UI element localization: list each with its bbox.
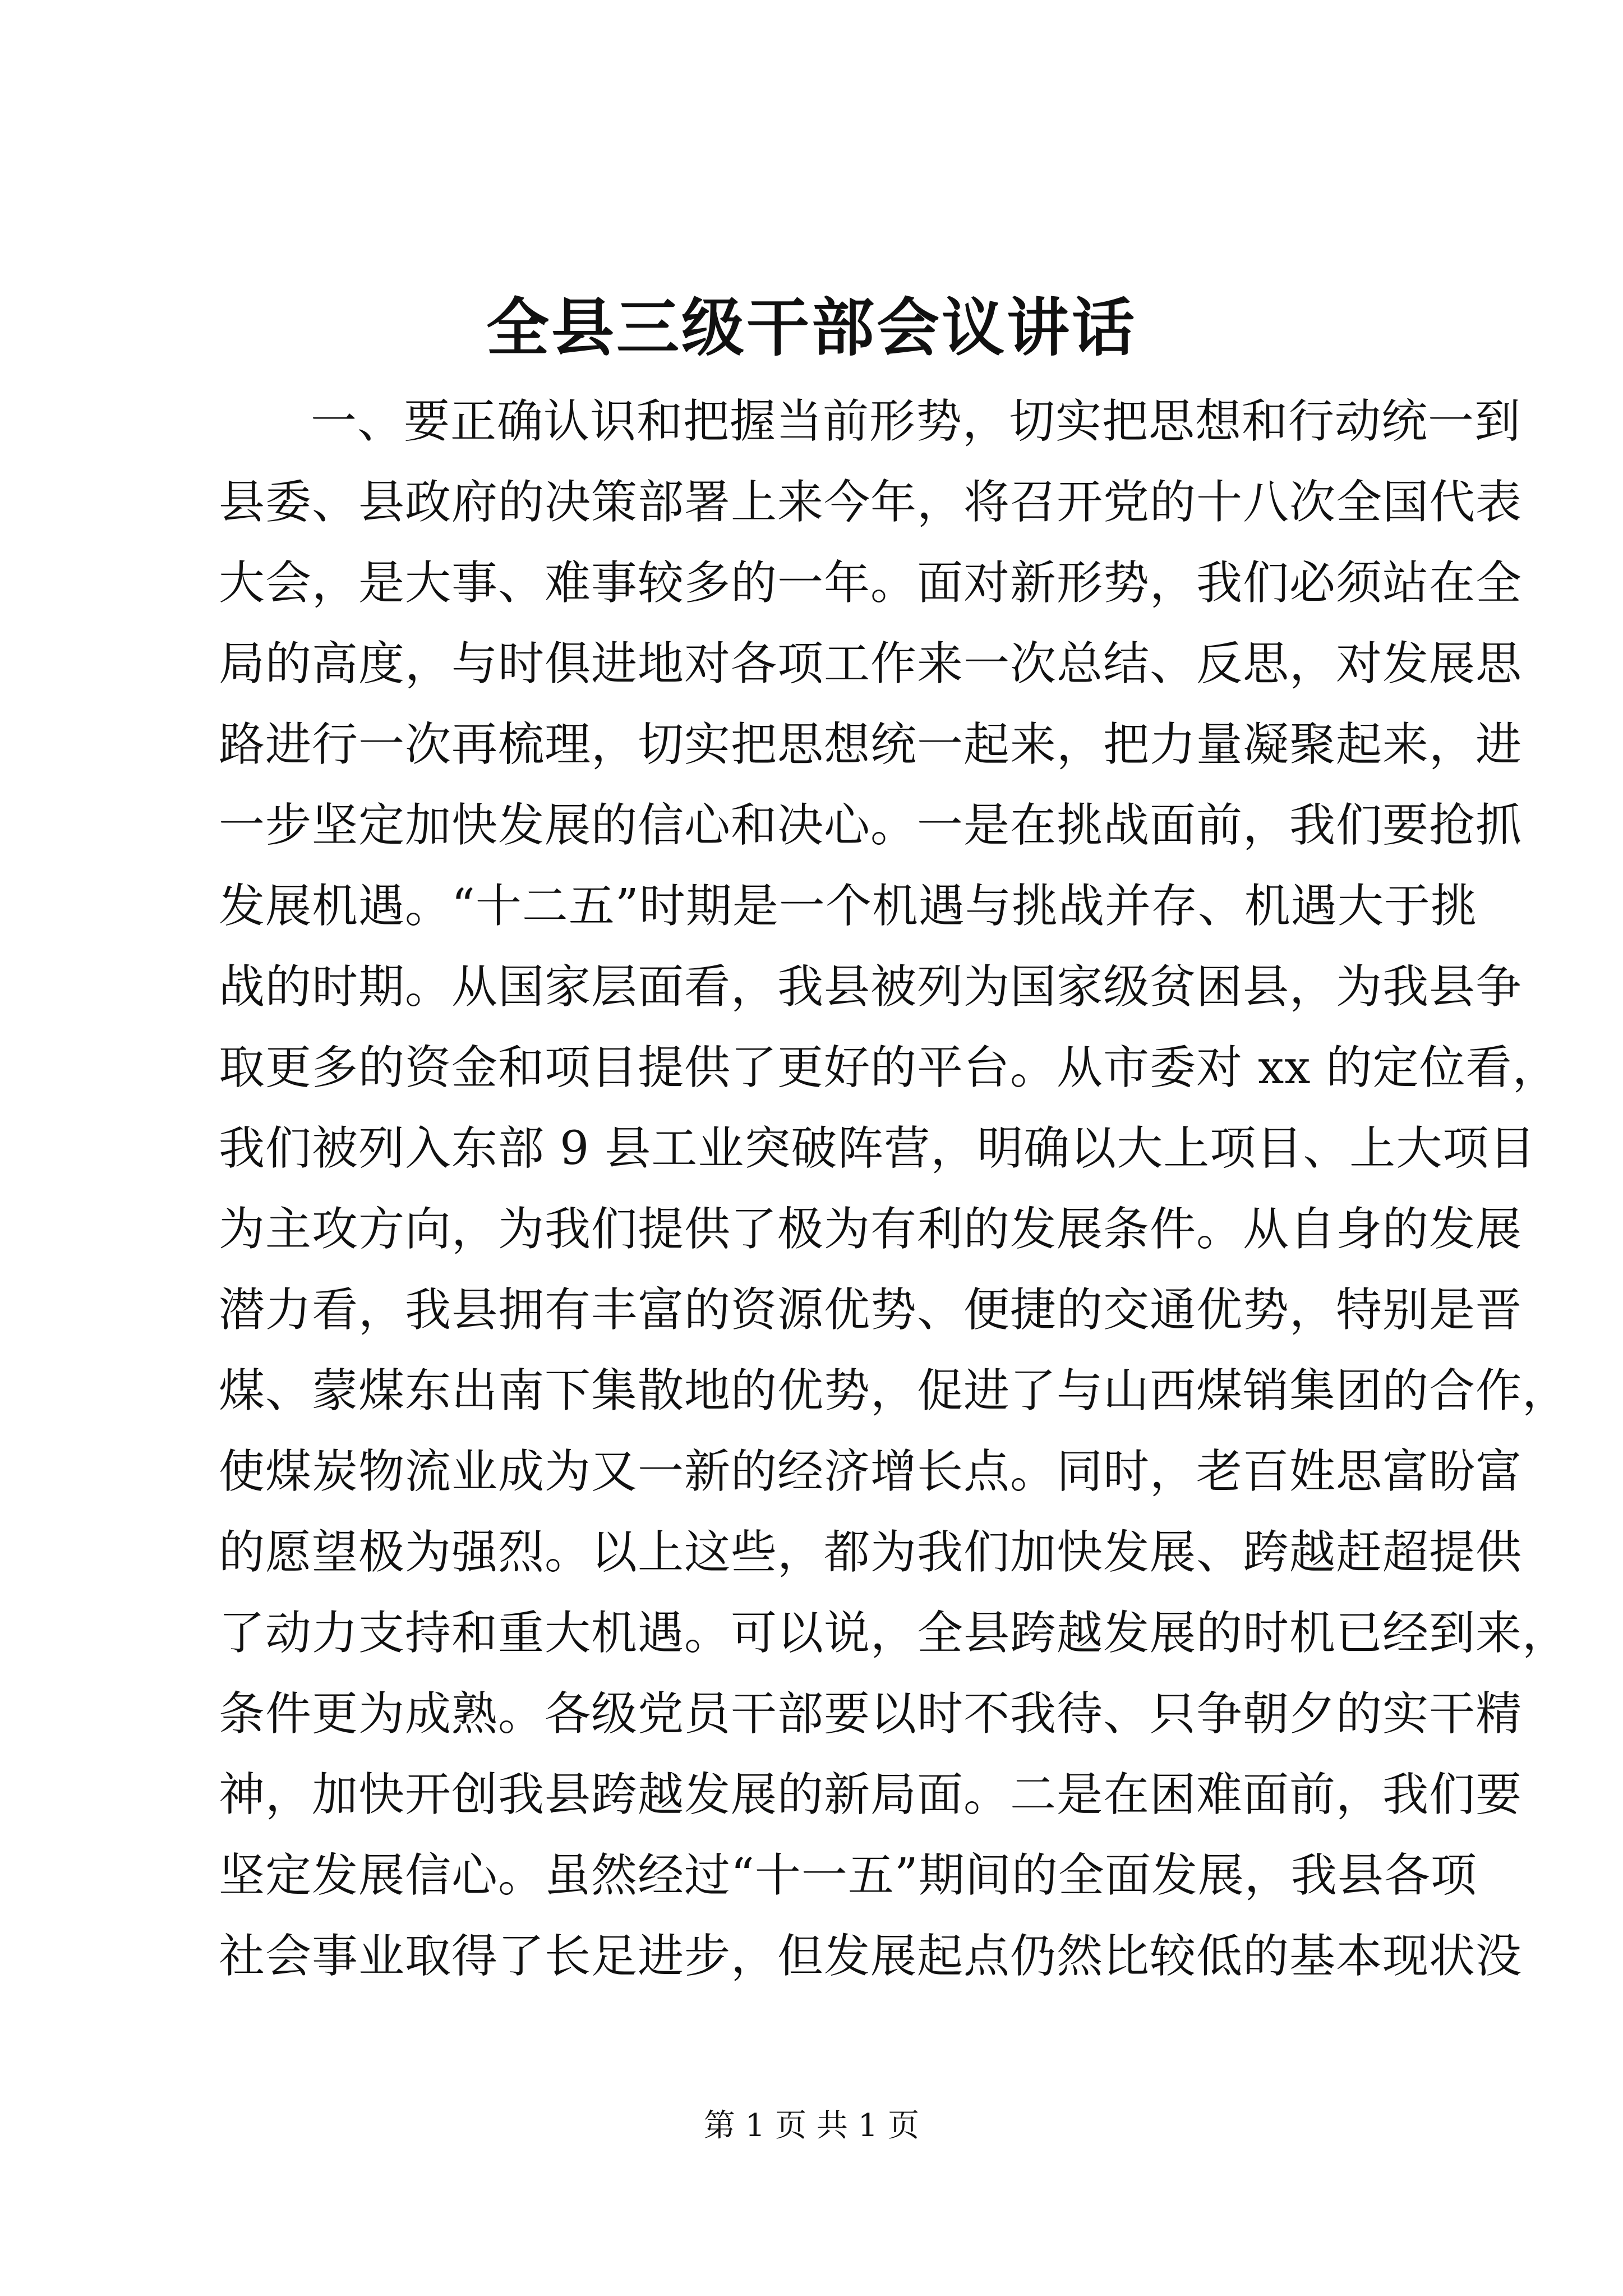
body-line: 取更多的资金和项目提供了更好的平台。从市委对 xx 的定位看， xyxy=(219,1041,1559,1094)
body-line: 使煤炭物流业成为又一新的经济增长点。同时，老百姓思富盼富 xyxy=(219,1445,1523,1498)
body-line: 一步坚定加快发展的信心和决心。一是在挑战面前，我们要抢抓 xyxy=(219,799,1523,852)
body-line: 潜力看，我县拥有丰富的资源优势、便捷的交通优势，特别是晋 xyxy=(219,1283,1523,1337)
body-line: 了动力支持和重大机遇。可以说，全县跨越发展的时机已经到来， xyxy=(219,1607,1569,1660)
body-line: 煤、蒙煤东出南下集散地的优势，促进了与山西煤销集团的合作， xyxy=(219,1364,1569,1418)
body-line: 大会，是大事、难事较多的一年。面对新形势，我们必须站在全 xyxy=(219,556,1523,610)
body-line: 神，加快开创我县跨越发展的新局面。二是在困难面前，我们要 xyxy=(219,1768,1523,1821)
body-line: 坚定发展信心。虽然经过“十一五”期间的全面发展，我县各项 xyxy=(219,1849,1477,1902)
body-line: 条件更为成熟。各级党员干部要以时不我待、只争朝夕的实干精 xyxy=(219,1687,1523,1741)
body-line: 我们被列入东部 9 县工业突破阵营，明确以大上项目、上大项目 xyxy=(219,1122,1536,1175)
body-line: 社会事业取得了长足进步，但发展起点仍然比较低的基本现状没 xyxy=(219,1930,1523,1983)
document-title: 全县三级干部会议讲话 xyxy=(486,291,1137,365)
body-line: 县委、县政府的决策部署上来今年，将召开党的十八次全国代表 xyxy=(219,476,1523,529)
body-line: 的愿望极为强烈。以上这些，都为我们加快发展、跨越赶超提供 xyxy=(219,1526,1523,1579)
body-line: 一、要正确认识和把握当前形势，切实把思想和行动统一到 xyxy=(311,395,1521,448)
body-line: 战的时期。从国家层面看，我县被列为国家级贫困县，为我县争 xyxy=(219,960,1523,1014)
body-line: 路进行一次再梳理，切实把思想统一起来，把力量凝聚起来，进 xyxy=(219,718,1523,771)
body-line: 发展机遇。“十二五”时期是一个机遇与挑战并存、机遇大于挑 xyxy=(219,880,1477,933)
body-line: 为主攻方向，为我们提供了极为有利的发展条件。从自身的发展 xyxy=(219,1203,1523,1256)
document-body xyxy=(219,381,1569,1997)
body-line: 局的高度，与时俱进地对各项工作来一次总结、反思，对发展思 xyxy=(219,637,1523,691)
page-footer: 第 1 页 共 1 页 xyxy=(703,2108,920,2144)
